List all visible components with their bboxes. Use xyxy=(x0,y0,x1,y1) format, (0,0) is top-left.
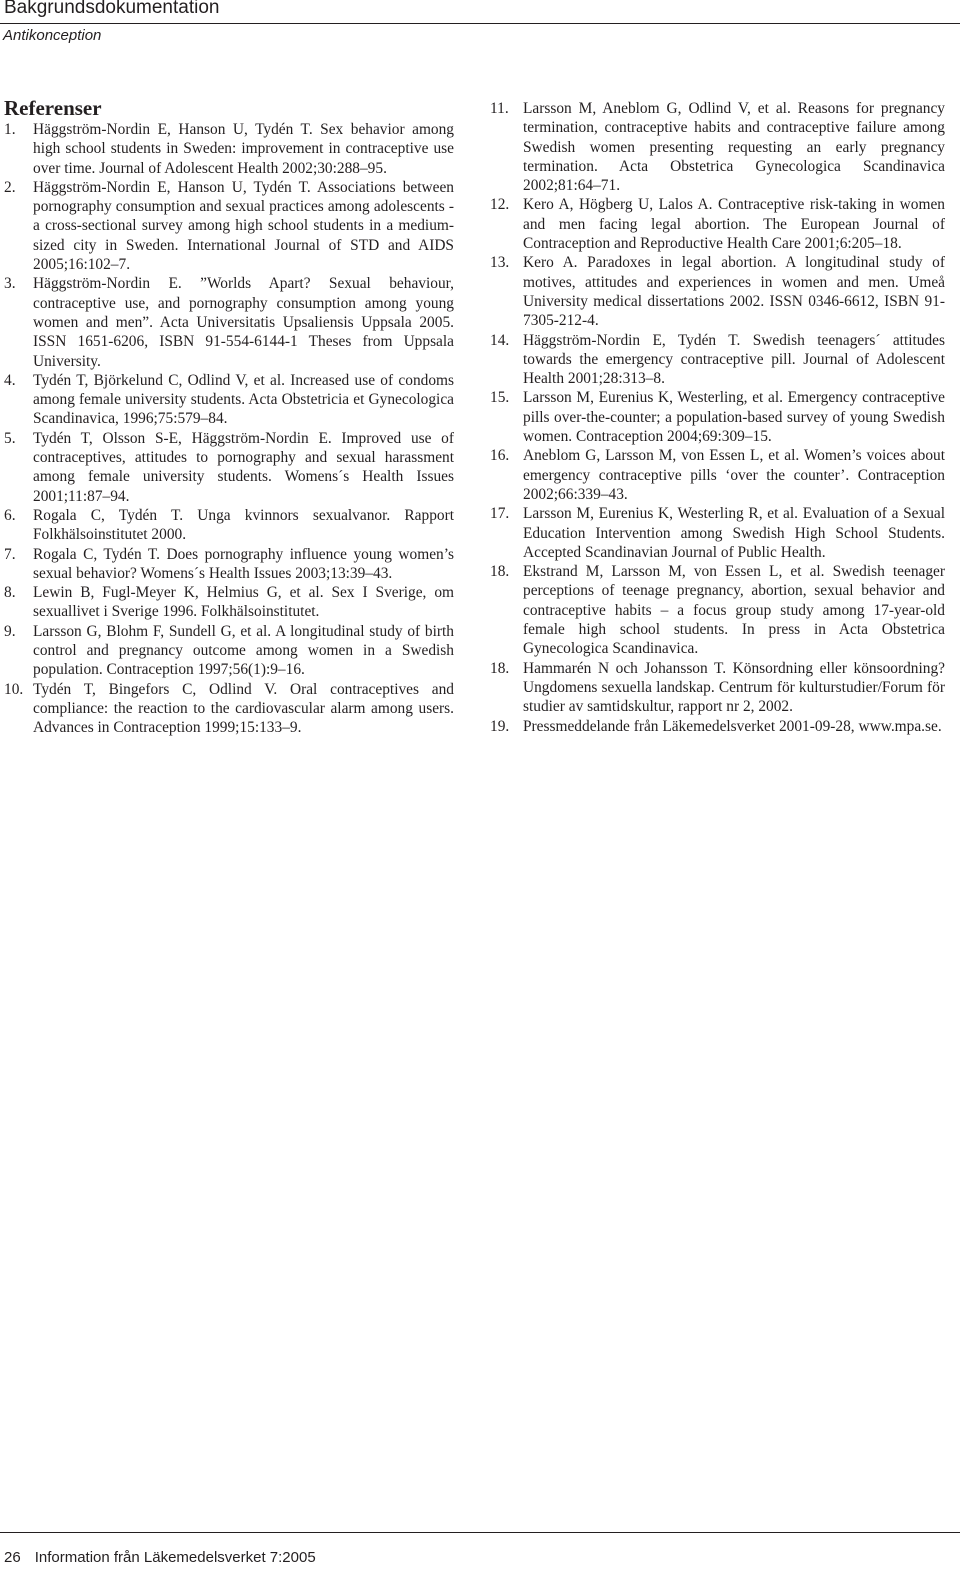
reference-text: Hammarén N och Johansson T. Könsordning eller könsoordning? Ungdomens sexuella landskap. Centrum för kulturstudier/Forum för studier av samtidskultur, rapport nr 2, 2002. xyxy=(523,659,945,716)
reference-text: Pressmeddelande från Läkemedelsverket 2001-09-28, www.mpa.se. xyxy=(523,717,942,735)
reference-text: Larsson G, Blohm F, Sundell G, et al. A longitudinal study of birth control and pregnancy outcome among women in a Swedish population. Contraception 1997;56(1):9–16. xyxy=(33,622,454,679)
footer-divider xyxy=(0,1532,960,1533)
publication-name: Information från Läkemedelsverket 7:2005 xyxy=(34,1549,316,1566)
reference-item xyxy=(4,622,454,680)
reference-number: 12. xyxy=(490,196,510,214)
reference-text: Rogala C, Tydén T. Unga kvinnors sexualvanor. Rapport Folkhälsoinstitutet 2000. xyxy=(33,506,454,544)
reference-number: 3. xyxy=(4,275,16,293)
reference-text: Kero A. Paradoxes in legal abortion. A longitudinal study of motives, attitudes and experiences in women and men. Umeå University medical dissertations 2002. ISSN 0346-6612, ISBN 91-7305-212-4. xyxy=(523,254,945,330)
reference-text: Ekstrand M, Larsson M, von Essen L, et al. Swedish teenager perceptions of teenage pregnancy, abortion, sexual behavior and contraceptive habits – a focus group study among 17-year-old female high school students. In press in Acta Obstetrica Gynecologica Scandinavica. xyxy=(523,563,945,658)
reference-number: 10. xyxy=(4,680,24,698)
reference-number: 6. xyxy=(4,506,16,524)
reference-item xyxy=(490,331,945,389)
references-right-column xyxy=(490,99,945,736)
header-divider xyxy=(0,23,960,24)
reference-item xyxy=(490,717,945,736)
reference-number: 9. xyxy=(4,622,16,640)
references-heading: Referenser xyxy=(4,96,102,120)
reference-number: 7. xyxy=(4,545,16,563)
reference-item xyxy=(4,274,454,370)
reference-item xyxy=(4,429,454,506)
reference-text: Aneblom G, Larsson M, von Essen L, et al. Women’s voices about emergency contraceptive pills ‘over the counter’. Contraception 2002;66:339–43. xyxy=(523,447,945,503)
reference-item xyxy=(490,253,945,330)
reference-number: 11. xyxy=(490,100,509,117)
reference-number: 16. xyxy=(490,447,510,465)
reference-text: Häggström-Nordin E. ”Worlds Apart? Sexual behaviour, contraceptive use, and pornography consumption among young women and men”. Acta Universitatis Upsaliensis Uppsala 2005. ISSN 1651-6206, ISBN 91-554-6144-1 Theses from Uppsala University. xyxy=(33,275,454,370)
reference-number: 1. xyxy=(4,121,16,138)
reference-number: 14. xyxy=(490,331,510,349)
reference-item xyxy=(490,195,945,253)
reference-text: Kero A, Högberg U, Lalos A. Contraceptive risk-taking in women and men facing legal abortion. The European Journal of Contraception and Reproductive Health Care 2001;6:205–18. xyxy=(523,196,945,253)
reference-text: Häggström-Nordin E, Tydén T. Swedish teenagers´ attitudes towards the emergency contraceptive pill. Journal of Adolescent Health 2001;28:313–8. xyxy=(523,331,945,388)
reference-text: Larsson M, Eurenius K, Westerling R, et al. Evaluation of a Sexual Education Intervention among Swedish High School Students. Accepted Scandinavian Journal of Public Health. xyxy=(523,505,945,561)
section-subtitle: Antikonception xyxy=(3,27,102,44)
reference-number: 18. xyxy=(490,563,510,581)
reference-item xyxy=(4,545,454,584)
reference-text: Tydén T, Björkelund C, Odlind V, et al. Increased use of condoms among female university students. Acta Obstetricia et Gynecologica Scandinavica, 1996;75:579–84. xyxy=(33,371,454,428)
reference-number: 8. xyxy=(4,584,16,602)
reference-list-right xyxy=(490,99,945,736)
reference-number: 18. xyxy=(490,659,510,677)
reference-item xyxy=(490,562,945,658)
reference-number: 19. xyxy=(490,717,510,735)
reference-text: Tydén T, Bingefors C, Odlind V. Oral contraceptives and compliance: the reaction to the cardiovascular alarm among users. Advances in Contraception 1999;15:133–9. xyxy=(33,680,454,737)
page-number: 26 xyxy=(4,1549,21,1566)
reference-item xyxy=(4,506,454,545)
reference-item xyxy=(4,583,454,622)
reference-number: 4. xyxy=(4,371,16,389)
document-title: Bakgrundsdokumentation xyxy=(4,0,220,18)
reference-text: Häggström-Nordin E, Hanson U, Tydén T. Sex behavior among high school students in Sweden: improvement in contraceptive use over time. Journal of Adolescent Health 2002;30:288–95. xyxy=(33,121,454,177)
reference-item xyxy=(4,178,454,274)
reference-number: 17. xyxy=(490,505,510,523)
reference-item xyxy=(490,99,945,195)
reference-item xyxy=(490,659,945,717)
reference-text: Larsson M, Aneblom G, Odlind V, et al. Reasons for pregnancy termination, contraceptive habits and contraceptive failure among Swedish women presenting requesting an early pregnancy termination. Acta Obstetrica Gynecologica Scandinavica 2002;81:64–71. xyxy=(523,100,945,195)
reference-item xyxy=(4,680,454,738)
reference-number: 15. xyxy=(490,389,510,407)
reference-item xyxy=(4,120,454,178)
reference-item xyxy=(490,388,945,446)
reference-text: Rogala C, Tydén T. Does pornography influence young women’s sexual behavior? Womens´s Health Issues 2003;13:39–43. xyxy=(33,545,454,582)
reference-item xyxy=(4,371,454,429)
reference-text: Lewin B, Fugl-Meyer K, Helmius G, et al. Sex I Sverige, om sexuallivet i Sverige 1996. Folkhälsoinstitutet. xyxy=(33,584,454,621)
reference-number: 13. xyxy=(490,254,510,272)
reference-item xyxy=(490,504,945,562)
references-left-column xyxy=(4,96,454,738)
reference-item xyxy=(490,446,945,504)
reference-list-left xyxy=(4,120,454,738)
reference-text: Tydén T, Olsson S-E, Häggström-Nordin E. Improved use of contraceptives, attitudes to pornography and sexual harassment among female university students. Womens´s Health Issues 2001;11:87–94. xyxy=(33,429,454,505)
page-footer xyxy=(4,1549,316,1566)
reference-number: 5. xyxy=(4,429,16,447)
reference-number: 2. xyxy=(4,178,16,196)
reference-text: Larsson M, Eurenius K, Westerling, et al. Emergency contraceptive pills over-the-counter; a population-based survey of young Swedish women. Contraception 2004;69:309–15. xyxy=(523,389,945,446)
reference-text: Häggström-Nordin E, Hanson U, Tydén T. Associations between pornography consumption and sexual practices among adolescents - a cross-sectional survey among high school students in a medium-sized city in Sweden. International Journal of STD and AIDS 2005;16:102–7. xyxy=(33,178,454,274)
